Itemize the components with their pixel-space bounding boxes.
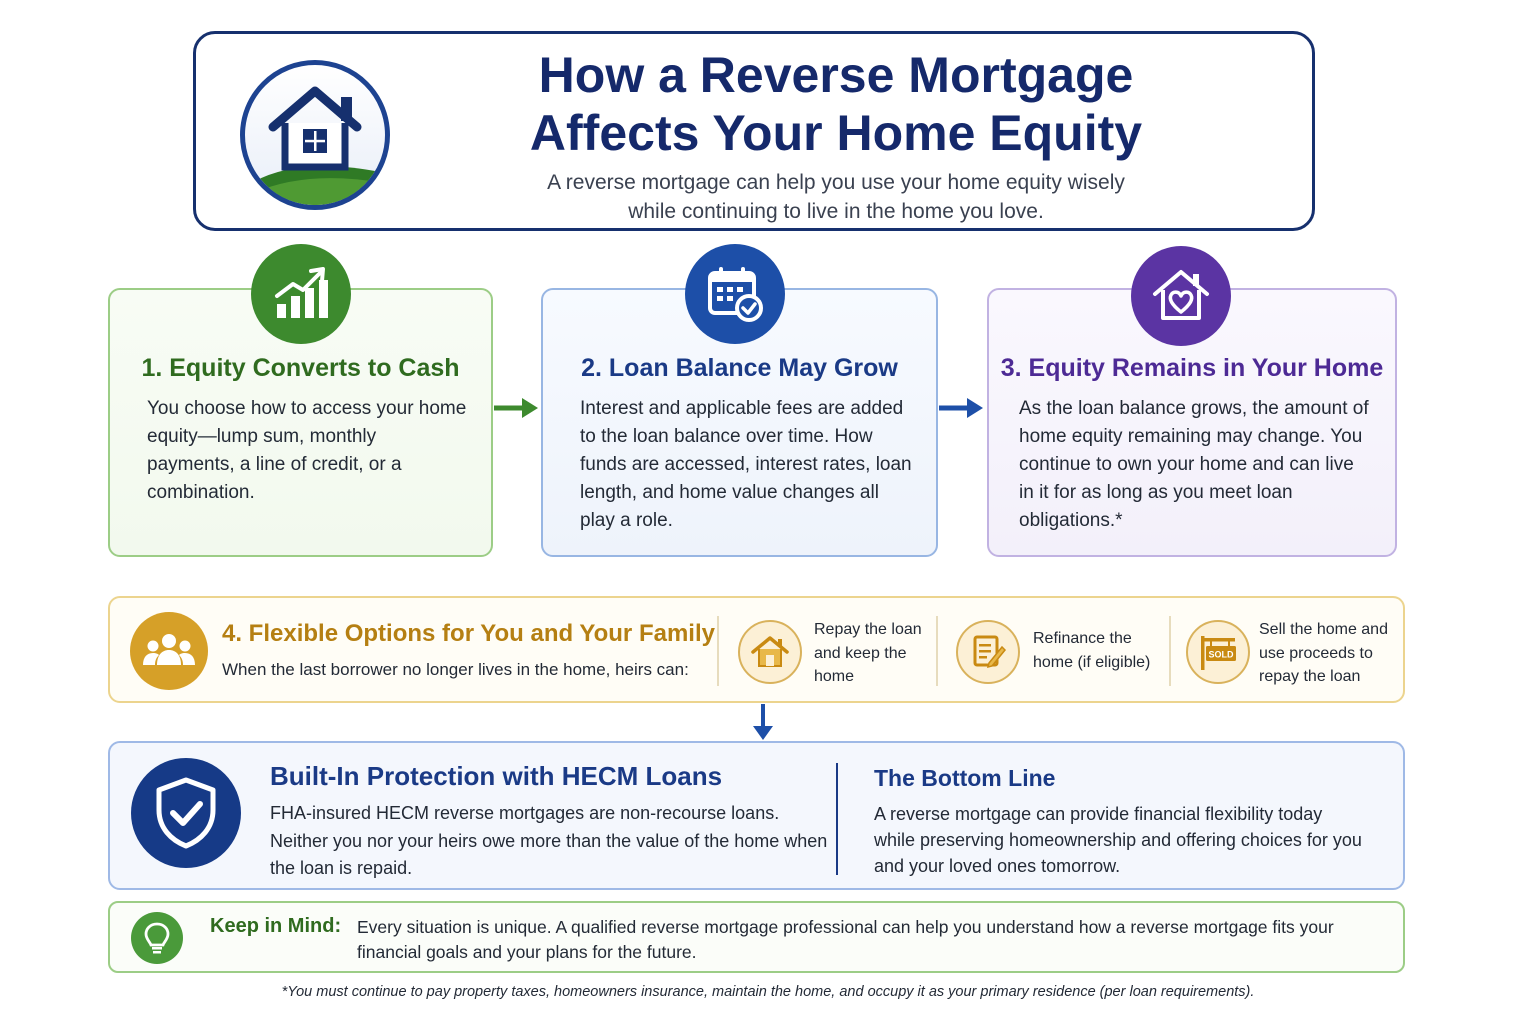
arrow-right-icon [494,396,540,420]
divider [717,616,719,686]
calendar-check-icon [685,244,785,344]
house-logo-icon [240,60,390,210]
divider [936,616,938,686]
page-subtitle [416,168,1256,226]
house-icon [738,620,802,684]
step-text: Interest and applicable fees are added to the loan balance over time. How funds are accessed, interest rates, loan length, and home value changes all play a role. [580,398,912,531]
protection-panel [108,741,1405,890]
step-title: 3. Equity Remains in Your Home [1000,354,1384,382]
arrow-down-icon [750,704,776,742]
keep-in-mind-text: Every situation is unique. A qualified reverse mortgage professional can help you understand how a reverse mortgage fits your financial goals and your plans for the future. [357,917,1334,962]
flexible-options-panel [108,596,1405,703]
arrow-right-icon [939,396,985,420]
option-repay-keep: Repay the loan and keep the home [814,621,922,685]
flexible-options-title: 4. Flexible Options for You and Your Family [222,620,715,647]
step-title: 2. Loan Balance May Grow [581,354,898,382]
sold-label: SOLD [1208,649,1234,660]
title-line-1: How a Reverse Mortgage [538,47,1134,103]
protection-text: FHA-insured HECM reverse mortgages are non-recourse loans. Neither you nor your heirs owe more than the value of the home when the loan is repaid. [270,803,828,878]
sold-sign-icon [1186,620,1250,684]
option-refinance: Refinance the home (if eligible) [1033,630,1151,671]
protection-title: Built-In Protection with HECM Loans [270,761,723,791]
divider [836,763,838,875]
divider [1169,616,1171,686]
title-line-2: Affects Your Home Equity [529,105,1143,161]
home-heart-icon [1131,246,1231,346]
bottom-line-text: A reverse mortgage can provide financial flexibility today while preserving homeownership and offering choices for you and your loved ones tomorrow. [874,804,1362,876]
step-title: 1. Equity Converts to Cash [141,354,460,382]
bottom-line-title: The Bottom Line [874,765,1056,791]
subtitle-line-1: A reverse mortgage can help you use your home equity wisely [547,171,1125,194]
family-group-icon [130,612,208,690]
page-title [416,46,1256,162]
lightbulb-icon [131,912,183,964]
keep-in-mind-label: Keep in Mind: [210,915,342,937]
shield-check-icon [131,758,241,868]
keep-in-mind-panel [108,901,1405,973]
flexible-options-lead: When the last borrower no longer lives in the home, heirs can: [222,660,689,679]
header-panel [193,31,1315,231]
step-text: You choose how to access your home equity—lump sum, monthly payments, a line of credit, or a combination. [147,398,467,503]
subtitle-line-2: while continuing to live in the home you love. [628,200,1044,223]
document-pen-icon [956,620,1020,684]
growth-chart-icon [251,244,351,344]
footnote: *You must continue to pay property taxes, homeowners insurance, maintain the home, and occupy it as your primary residence (per loan requirements). [281,984,1255,1000]
step-text: As the loan balance grows, the amount of home equity remaining may change. You continue to own your home and can live in it for as long as you meet loan obligations.* [1019,398,1369,531]
option-sell: Sell the home and use proceeds to repay the loan [1259,621,1388,685]
